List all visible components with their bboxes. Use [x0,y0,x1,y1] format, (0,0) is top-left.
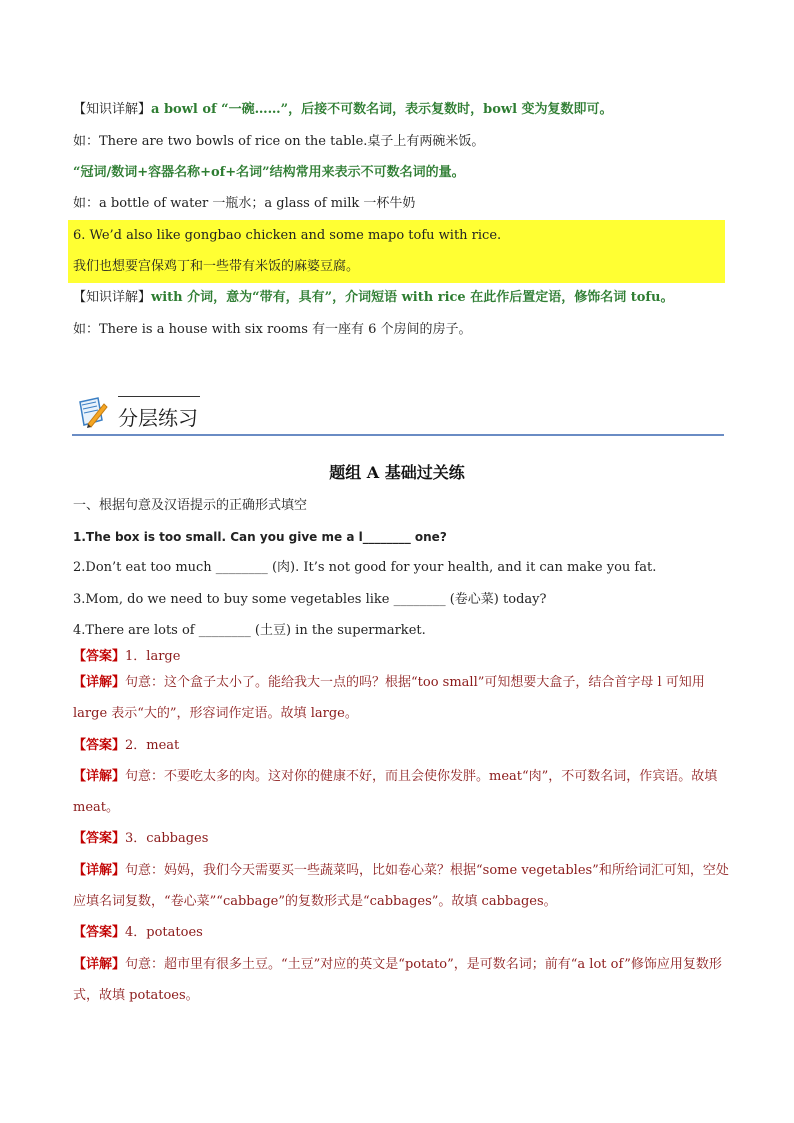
group-title: 题组 A 基础过关练 [329,463,465,482]
detail-text: 句意：这个盒子太小了。能给我大一点的吗？根据“too small”可知想要大盒子，结合首字母 l 可知用 large 表示“大的”，形容词作定语。故填 large。 [73,675,705,721]
answer-value: 2．meat [125,738,180,753]
detail-text: 句意：妈妈，我们今天需要买一些蔬菜吗，比如卷心菜？根据“some vegetables”和所给词汇可知，空处应填名词复数，“卷心菜”“cabbage”的复数形式是“cabbages”。故填 cabbages。 [73,863,729,909]
answer-4-detail [73,949,733,1011]
knowledge-text: a bowl of “一碗……”，后接不可数名词，表示复数时，bowl 变为复数即可。 [151,102,613,117]
example-line: 如：There is a house with six rooms 有一座有 6 个房间的房子。 [73,322,472,337]
knowledge-tag: 【知识详解】 [73,102,152,117]
section-divider [72,434,724,436]
knowledge-note-1 [73,101,613,119]
rule-line: “冠词/数词+容器名称+of+名词”结构常用来表示不可数名词的量。 [73,165,465,180]
detail-tag: 【详解】 [73,675,126,690]
detail-text: 句意：超市里有很多土豆。“土豆”对应的英文是“potato”，是可数名词；前有“a lot of”修饰应用复数形式，故填 potatoes。 [73,957,722,1003]
section-overline [118,396,200,397]
exercise-heading: 一、根据句意及汉语提示的正确形式填空 [73,498,308,513]
answer-value: 3．cabbages [125,831,209,846]
answer-1 [73,648,180,666]
answer-value: 1．large [125,649,181,664]
example-line: 如：a bottle of water 一瓶水；a glass of milk 一杯牛奶 [73,196,416,211]
answer-tag: 【答案】 [73,925,126,940]
answer-tag: 【答案】 [73,649,126,664]
question-2: 2.Don’t eat too much ________ (肉). It’s not good for your health, and it can make you fat. [73,560,657,575]
answer-tag: 【答案】 [73,738,126,753]
answer-tag: 【答案】 [73,831,126,846]
detail-text: 句意：不要吃太多的肉。这对你的健康不好，而且会使你发胖。meat“肉”，不可数名词，作宾语。故填 meat。 [73,769,718,815]
answer-3 [73,830,208,848]
detail-tag: 【详解】 [73,769,126,784]
answer-3-detail [73,855,733,917]
answer-2-detail [73,761,733,823]
example-line: 如：There are two bowls of rice on the table.桌子上有两碗米饭。 [73,134,485,149]
question-3: 3.Mom, do we need to buy some vegetables like ________ (卷心菜) today? [73,592,547,607]
answer-2 [73,737,179,755]
question-4: 4.There are lots of ________ (土豆) in the supermarket. [73,623,426,638]
notebook-pencil-icon [74,394,110,430]
answer-1-detail [73,667,733,729]
knowledge-note-2 [73,289,673,307]
section-title: 分层练习 [118,406,198,430]
question-1: 1.The box is too small. Can you give me a l________ one? [73,530,447,544]
detail-tag: 【详解】 [73,863,126,878]
sentence-6-chinese: 我们也想要宫保鸡丁和一些带有米饭的麻婆豆腐。 [73,259,360,274]
knowledge-tag: 【知识详解】 [73,290,152,305]
answer-value: 4．potatoes [125,925,203,940]
detail-tag: 【详解】 [73,957,126,972]
answer-4 [73,924,203,942]
sentence-6-english: 6. We’d also like gongbao chicken and some mapo tofu with rice. [73,228,502,243]
knowledge-text: with 介词，意为“带有，具有”，介词短语 with rice 在此作后置定语，修饰名词 tofu。 [151,290,674,305]
